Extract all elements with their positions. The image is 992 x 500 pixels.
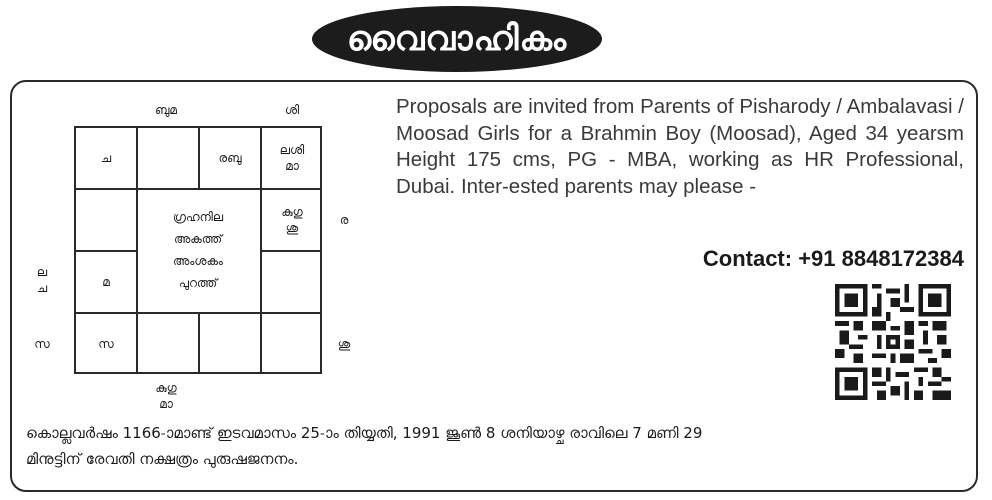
chart-cell [137,127,199,189]
chart-center [136,188,260,312]
page-title: വൈവാഹികം [346,19,568,59]
chart-left-label-2: സ [34,337,50,351]
birth-details-line-2: മിനുട്ടിന് രേവതി നക്ഷത്രം പുരുഷജനനം. [26,450,299,468]
birth-details-line-1: കൊല്ലവർഷം 1166-ാമാണ്ട് ഇടവമാസം 25-ാം തിയ്യതി, 1991 ജൂൺ 8 ശനിയാഴ്ച രാവിലെ 7 മണി 29 [26,424,703,442]
chart-center-line: പുറത്ത് [178,276,218,290]
chart-cell: സ [98,337,114,351]
birth-details [26,420,974,472]
chart-right-label-1: ര [339,213,349,227]
chart-cell: കുഗു ശു [281,205,303,235]
chart-right-label-2: ശു [337,337,351,351]
chart-cell: മ [102,275,110,289]
chart-cell [75,189,137,251]
chart-cell [261,251,323,313]
chart-top-label-1: ബുമ [155,103,177,117]
chart-cell: ച [100,151,112,165]
qr-code-icon [834,284,952,400]
chart-cell: രബു [218,151,242,165]
proposal-text: Proposals are invited from Parents of Pisharody / Ambalavasi / Moosad Girls for a Brahmin Boy (Moosad), Aged 34 yearsm Height 175 cms, PG - MBA, working as HR Professional, Dubai. Inter-ested parents may please - [396,95,964,198]
chart-center-line: അംശകം [173,254,223,268]
chart-cell [199,313,261,375]
chart-cell [137,313,199,375]
chart-bottom-label: കുഗു മാ [155,381,177,411]
contact-line: Contact: +91 8848172384 [702,246,964,271]
chart-center-line: ഗ്രഹനില [172,210,224,224]
chart-cell: ലശി മാ [279,143,305,173]
chart-center-line: അകത്ത് [173,232,223,246]
chart-cell [261,313,323,375]
title-banner [312,6,602,72]
chart-left-label-1: ല ച [36,265,48,295]
chart-top-label-2: ശി [284,103,300,117]
